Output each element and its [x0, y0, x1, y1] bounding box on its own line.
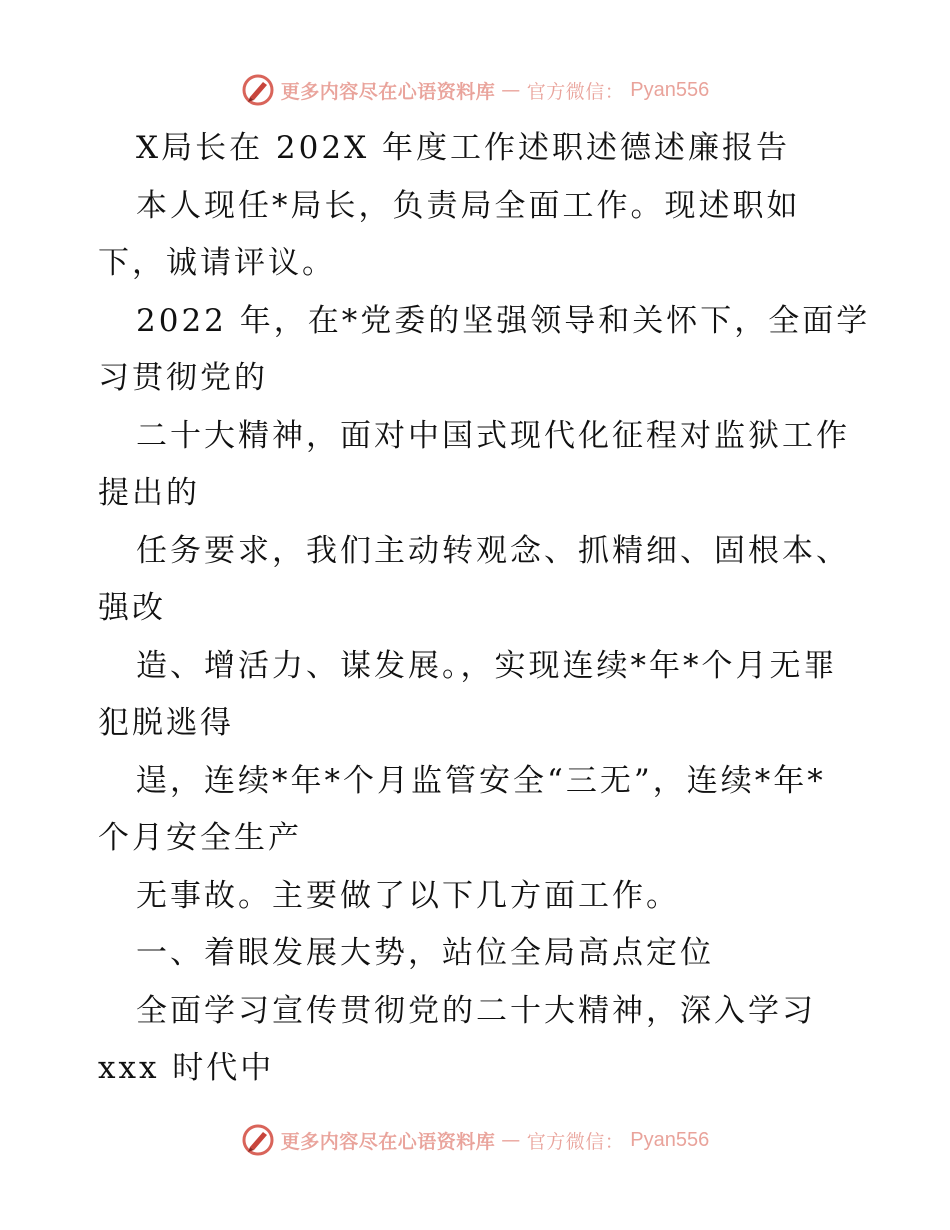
watermark-wechat-id: Pyan556 [630, 1128, 710, 1151]
text-line: 全面学习宣传贯彻党的二十大精神，深入学习 [136, 992, 816, 1029]
text-line: 任务要求，我们主动转观念、抓精细、固根本、 [136, 532, 850, 569]
watermark-label: 官方微信： [526, 80, 625, 103]
text-line: 无事故。主要做了以下几方面工作。 [136, 877, 680, 914]
text-line: 下，诚请评议。 [98, 245, 336, 281]
watermark-group [241, 73, 710, 107]
pen-logo-icon [241, 1123, 275, 1157]
text-line: xxx 时代中 [98, 1050, 275, 1086]
text-line: 造、增活力、谋发展。，实现连续*年*个月无罪 [136, 647, 838, 684]
watermark-group [241, 1123, 710, 1157]
watermark-separator: — [501, 79, 521, 101]
text-line: 犯脱逃得 [98, 705, 234, 741]
header-watermark [0, 70, 950, 110]
watermark-separator: — [501, 1129, 521, 1151]
watermark-brand: 更多内容尽在心语资料库 [280, 80, 496, 103]
text-line: 个月安全生产 [98, 820, 302, 856]
text-line: 一、着眼发展大势，站位全局高点定位 [136, 935, 714, 971]
pen-logo-icon [241, 73, 275, 107]
text-line: 提出的 [98, 475, 200, 511]
text-line: 二十大精神，面对中国式现代化征程对监狱工作 [136, 417, 850, 454]
text-line: 逞，连续*年*个月监管安全“三无”，连续*年* [136, 762, 826, 799]
text-line: 习贯彻党的 [98, 360, 268, 396]
text-line: 2022 年，在*党委的坚强领导和关怀下，全面学 [136, 302, 871, 339]
footer-watermark [0, 1120, 950, 1160]
watermark-label: 官方微信： [526, 1130, 625, 1153]
text-line: 本人现任*局长，负责局全面工作。现述职如 [136, 187, 801, 224]
document-title: X局长在 202X 年度工作述职述德述廉报告 [136, 130, 791, 166]
document-body [98, 120, 871, 1098]
watermark-brand: 更多内容尽在心语资料库 [280, 1130, 496, 1153]
text-line: 强改 [98, 590, 166, 626]
watermark-wechat-id: Pyan556 [630, 78, 710, 101]
